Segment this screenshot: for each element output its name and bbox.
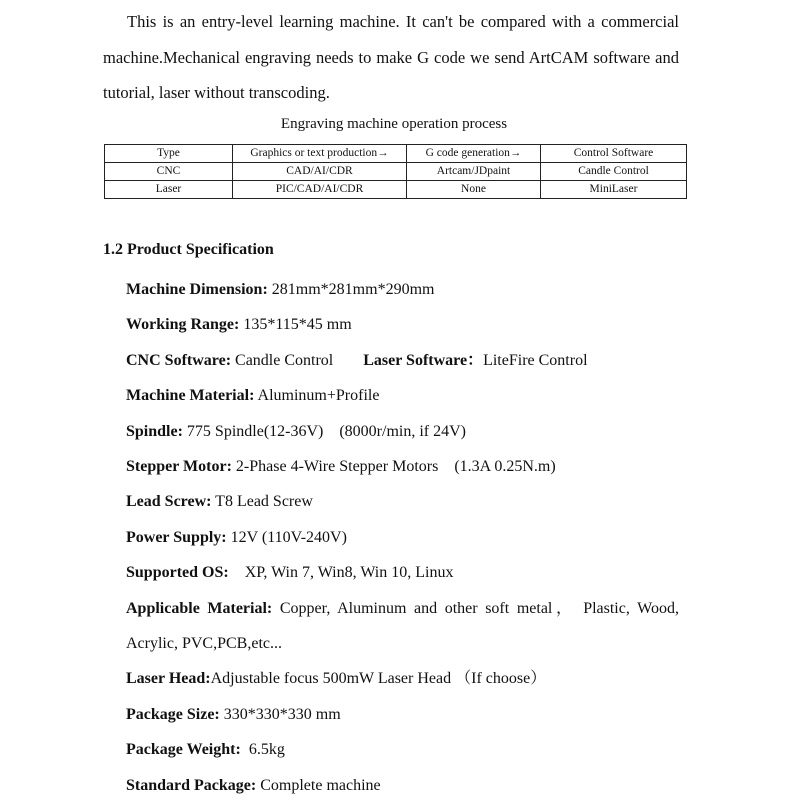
table-cell: Candle Control (541, 163, 687, 181)
spec-label: Supported OS: (126, 564, 229, 582)
spec-value: 330*330*330 mm (219, 705, 341, 723)
spec-value: T8 Lead Screw (211, 493, 313, 511)
operation-process-table (104, 144, 687, 199)
table-cell: Laser (105, 181, 233, 199)
spec-value: 775 Spindle(12-36V) (8000r/min, if 24V) (182, 422, 466, 440)
table-cell: CAD/AI/CDR (233, 163, 407, 181)
intro-paragraph: This is an entry-level learning machine. It can't be compared with a commercial machine.Mechanical engraving needs to make G code we send ArtCAM software and tutorial, laser without transcoding. (103, 12, 679, 102)
spec-item (126, 484, 679, 519)
spec-item (126, 732, 679, 767)
table-row (105, 163, 687, 181)
spec-value: 135*115*45 mm (239, 316, 352, 334)
spec-item (126, 555, 679, 590)
spec-value: LiteFire Control (483, 351, 588, 369)
spec-label: Spindle: (126, 422, 183, 440)
spec-value: Aluminum+Profile (254, 387, 380, 405)
spec-item (126, 449, 679, 484)
table-header-row (105, 145, 687, 163)
spec-value: Candle Control (231, 351, 334, 369)
spec-item (126, 661, 679, 696)
spec-label: Lead Screw: (126, 493, 212, 511)
spec-label: Applicable Material: (126, 599, 273, 617)
spec-label: CNC Software: (126, 351, 232, 369)
spec-label: Power Supply: (126, 528, 227, 546)
spec-item (126, 414, 679, 449)
spec-label: Working Range: (126, 316, 240, 334)
table-header-cell: Control Software (541, 145, 687, 163)
spec-value: Copper, Aluminum and other soft metal， Plastic, Wood, Acrylic, PVC,PCB,etc... (126, 599, 679, 653)
table-cell: Artcam/JDpaint (407, 163, 541, 181)
spec-item (126, 307, 679, 342)
spec-value: 2-Phase 4-Wire Stepper Motors (1.3A 0.25N.m) (231, 458, 556, 476)
spec-label: Standard Package: (126, 776, 257, 794)
table-header-cell: Graphics or text production→ (233, 145, 407, 163)
spec-value: XP, Win 7, Win8, Win 10, Linux (228, 564, 454, 582)
section-heading: 1.2 Product Specification (103, 241, 274, 258)
table-header-cell: G code generation→ (407, 145, 541, 163)
spec-item (126, 768, 679, 803)
spec-item (126, 697, 679, 732)
spec-value: Complete machine (256, 776, 381, 794)
spec-value: 281mm*281mm*290mm (267, 281, 435, 298)
spec-label: Stepper Motor: (126, 458, 232, 476)
spec-item (126, 591, 679, 662)
table-caption: Engraving machine operation process (280, 116, 508, 132)
table-cell: PIC/CAD/AI/CDR (233, 181, 407, 199)
table-cell: None (407, 181, 541, 199)
spec-item (126, 272, 679, 307)
spec-value: Adjustable focus 500mW Laser Head （If choose） (210, 670, 547, 688)
spec-label: Machine Material: (126, 387, 255, 405)
spec-item (126, 378, 679, 413)
spec-label: Machine Dimension: (126, 281, 268, 298)
table-row (105, 181, 687, 199)
spec-label: Laser Software： (363, 351, 484, 369)
spec-value: 12V (110V-240V) (226, 528, 347, 546)
spec-label: Laser Head: (126, 670, 211, 688)
spec-list (126, 272, 679, 803)
spec-label: Package Weight: (126, 741, 241, 759)
spec-item (126, 343, 679, 378)
table-cell: MiniLaser (541, 181, 687, 199)
spec-item (126, 520, 679, 555)
table-cell: CNC (105, 163, 233, 181)
spec-value: 6.5kg (240, 741, 285, 759)
table-header-cell: Type (105, 145, 233, 163)
spec-label: Package Size: (126, 705, 220, 723)
